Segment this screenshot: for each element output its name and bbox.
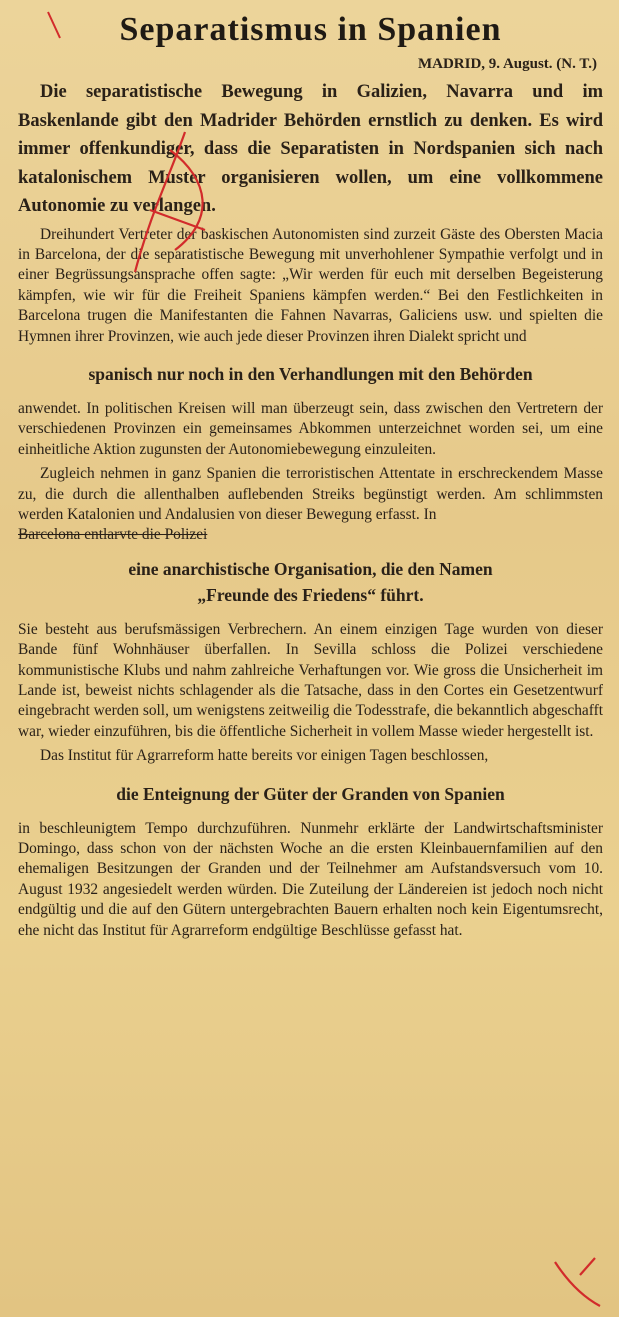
article-title: Separatismus in Spanien (119, 11, 502, 48)
paragraph-4: Sie besteht aus berufsmässigen Verbrechern. An einem einzigen Tage wurden von dieser Bande fünf Wohnhäuser überfallen. In Sevilla schloss die Polizei verschiedene kommunistische Klubs und nahm zahlreiche Verhaftungen vor. Wie gross die Unsicherheit im Lande ist, beweist nichts schlagender als die Tatsache, dass in den Cortes ein Gesetzentwurf eingebracht werden soll, um wenigstens zeitweilig die Todesstrafe, die bekanntlich abgeschafft war, wieder einzuführen, bis die öffentliche Sicherheit in vollem Masse wieder hergestellt ist. (18, 620, 603, 740)
subheading-2 (32, 556, 589, 608)
paragraph-2: anwendet. In politischen Kreisen will man überzeugt sein, dass zwischen den Vertretern der verschiedenen Provinzen ein gemeinsames Abkommen unterzeichnet worden sei, um eine einheitliche Aktion zugunsten der Autonomiebewegung einzuleiten. (18, 399, 603, 458)
dateline: MADRID, 9. August. (N. T.) (417, 56, 597, 72)
subheading-1: spanisch nur noch in den Verhandlungen mit den Behörden (88, 363, 533, 384)
paragraph-1: Dreihundert Vertreter der baskischen Autonomisten sind zurzeit Gäste des Obersten Macia in Barcelona, der die separatistische Bewegung mit unverhohlener Sympathie verfolgt und in einer Begrüssungsansprache offen sagte: „Wir werden für euch mit derselben Begeisterung kämpfen, wie wir für die Freiheit Spaniens kämpfen werden.“ Bei den Festlichkeiten in Barcelona trugen die Manifestanten die Fahnen Navarras, Galiciens usw. und spielten die Hymnen ihrer Provinzen, wie auch jede dieser Provinzen ihren Dialekt spricht und (18, 225, 603, 345)
struck-text: Barcelona entlarvte die Polizei (18, 526, 208, 544)
paragraph-3-text: Zugleich nehmen in ganz Spanien die terroristischen Attentate in erschreckendem Masse zu, die durch die allenthalben auflebenden Streiks begünstigt werden. Am schlimmsten werden Katalonien und Andalusien von dieser Bewegung erfasst. In (18, 465, 603, 523)
subheading-3: die Enteignung der Güter der Granden von Spanien (116, 783, 505, 804)
paragraph-3 (18, 464, 603, 546)
paragraph-6: in beschleunigtem Tempo durchzuführen. Nunmehr erklärte der Landwirtschaftsminister Domingo, dass schon von der nächsten Woche an die ersten Kleinbauernfamilien auf den ehemaligen Besitzungen der Granden und der Teilnehmer am Aufstandsversuch vom 10. August 1932 angesiedelt werden würden. Die Zuteilung der Ländereien ist jedoch noch nicht endgültig und die auf den Gütern untergebrachten Bauern erhalten noch kein Eigentumsrecht, ehe nicht das Institut für Agrarreform endgültige Beschlüsse gefasst hat. (18, 819, 603, 939)
subheading-2-line-1: eine anarchistische Organisation, die den Namen (128, 558, 493, 579)
paragraph-5: Das Institut für Agrarreform hatte bereits vor einigen Tagen beschlossen, (40, 747, 489, 765)
subheading-2-line-2: „Freunde des Friedens“ führt. (197, 584, 424, 605)
lead-paragraph: Die separatistische Bewegung in Galizien, Navarra und im Baskenlande gibt den Madrider Behörden ernstlich zu denken. Es wird immer offenkundiger, dass die Separatisten in Nordspanien sich nach katalonischem Muster organisieren wollen, um eine vollkommene Autonomie zu verlangen. (18, 82, 603, 216)
